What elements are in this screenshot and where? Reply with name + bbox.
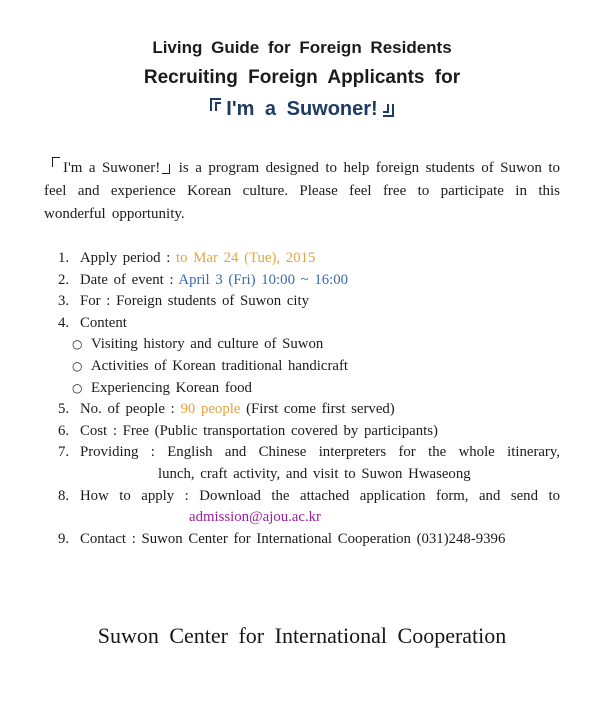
content-bullet-item bbox=[0, 356, 604, 378]
list-item bbox=[0, 291, 604, 313]
list-line-text bbox=[80, 248, 560, 270]
footer-org-name: Suwon Center for International Cooperation bbox=[97, 623, 507, 649]
corner-bracket-open-icon bbox=[52, 157, 61, 169]
double-corner-bracket-close-icon bbox=[381, 102, 394, 117]
intro-quoted-text: I'm a Suwoner! bbox=[63, 160, 161, 176]
list-item bbox=[0, 529, 604, 551]
program-title bbox=[0, 93, 604, 125]
list-line-text bbox=[91, 378, 560, 400]
list-number: 4. bbox=[58, 314, 70, 331]
list-number: 5. bbox=[58, 401, 70, 418]
header-line-2: Recruiting Foreign Applicants for bbox=[143, 67, 461, 88]
text-segment: Cost : Free (Public transportation covered by participants) bbox=[80, 422, 438, 439]
list-line-text bbox=[91, 334, 560, 356]
text-segment: (First come first served) bbox=[240, 401, 395, 418]
list-item bbox=[0, 270, 604, 292]
info-list bbox=[0, 248, 604, 550]
flyer-header bbox=[0, 0, 604, 125]
list-number: 2. bbox=[58, 271, 70, 288]
list-number: 3. bbox=[58, 293, 70, 310]
text-segment: lunch, craft activity, and visit to Suwon Hwaseong bbox=[158, 465, 471, 482]
list-line-text bbox=[91, 356, 560, 378]
list-line-text bbox=[80, 486, 560, 508]
header-line-1: Living Guide for Foreign Residents bbox=[152, 38, 452, 57]
text-segment: How to apply : Download the attached application form, and send to bbox=[80, 487, 560, 504]
text-segment: Date of event : bbox=[80, 271, 179, 288]
list-number: 8. bbox=[58, 487, 70, 504]
list-number: 7. bbox=[58, 444, 70, 461]
circle-bullet-icon: ○ bbox=[72, 380, 83, 395]
list-item bbox=[0, 442, 604, 464]
circle-bullet-icon: ○ bbox=[72, 337, 83, 352]
text-segment: No. of people : bbox=[80, 401, 181, 418]
list-line-text bbox=[158, 466, 471, 482]
text-segment: Content bbox=[80, 314, 127, 331]
list-item bbox=[0, 486, 604, 508]
list-continuation-line bbox=[0, 507, 604, 529]
intro-rest-text: is a program designed to help foreign students of Suwon to feel and experience Korean culture. Please feel free to participate in this wonderful opportunity. bbox=[44, 160, 560, 222]
list-item bbox=[0, 399, 604, 421]
list-line-text bbox=[80, 291, 560, 313]
text-segment: For : Foreign students of Suwon city bbox=[80, 293, 310, 310]
text-segment: Visiting history and culture of Suwon bbox=[91, 336, 324, 353]
email-link[interactable]: admission@ajou.ac.kr bbox=[189, 509, 321, 526]
list-line-text bbox=[80, 313, 560, 335]
list-item bbox=[0, 421, 604, 443]
list-number: 9. bbox=[58, 530, 70, 547]
text-segment: Contact : Suwon Center for International Cooperation (031)248-9396 bbox=[80, 530, 506, 547]
list-line-text bbox=[80, 442, 560, 464]
list-number: 6. bbox=[58, 422, 70, 439]
text-segment: April 3 (Fri) 10:00 ~ 16:00 bbox=[178, 271, 349, 288]
content-bullet-item bbox=[0, 378, 604, 400]
corner-bracket-close-icon bbox=[161, 162, 170, 174]
list-line-text bbox=[80, 529, 560, 551]
text-segment: Providing : English and Chinese interpreters for the whole itinerary, bbox=[80, 444, 560, 461]
list-number: 1. bbox=[58, 250, 70, 266]
program-title-text: I'm a Suwoner! bbox=[226, 98, 378, 120]
intro-paragraph bbox=[44, 157, 560, 226]
list-continuation-line bbox=[0, 464, 604, 486]
text-segment: Experiencing Korean food bbox=[91, 379, 252, 396]
text-segment: Apply period : bbox=[80, 250, 177, 266]
list-line-text bbox=[80, 399, 560, 421]
text-segment: 90 people bbox=[180, 401, 241, 418]
list-line-text bbox=[80, 270, 560, 292]
list-item bbox=[0, 248, 604, 270]
text-segment: Activities of Korean traditional handicraft bbox=[91, 357, 348, 374]
list-item bbox=[0, 313, 604, 335]
double-corner-bracket-open-icon bbox=[210, 98, 223, 113]
content-bullet-item bbox=[0, 334, 604, 356]
list-line-text bbox=[80, 421, 560, 443]
text-segment: to Mar 24 (Tue), 2015 bbox=[176, 250, 316, 266]
list-line-text bbox=[189, 509, 321, 525]
circle-bullet-icon: ○ bbox=[72, 358, 83, 373]
